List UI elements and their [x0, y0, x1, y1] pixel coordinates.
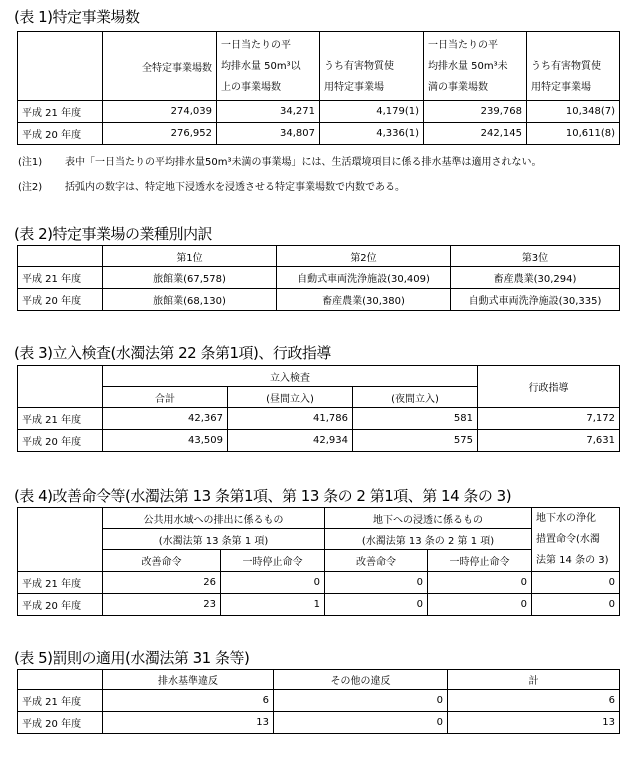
table4-title: (表 4)改善命令等(水濁法第 13 条第1項、第 13 条の 2 第1項、第 14 条の 3) [14, 487, 512, 505]
table2-title: (表 2)特定事業場の業種別内訳 [14, 225, 213, 243]
table3-header-blank [18, 366, 103, 408]
cell-value: 274,039 [103, 101, 217, 123]
cell-value: 13 [103, 712, 274, 734]
table2-header-rank3: 第3位 [451, 246, 620, 267]
table3-inspections [17, 365, 620, 452]
cell-value: 旅館業(67,578) [103, 267, 277, 289]
cell-value: 581 [353, 408, 478, 430]
cell-value: 4,179(1) [320, 101, 424, 123]
cell-value: 畜産農業(30,380) [277, 289, 451, 311]
table3-header-guidance: 行政指導 [478, 366, 620, 408]
table4-header-public-waters: 公共用水域への排出に係るもの [103, 508, 325, 529]
table5-header-blank [18, 670, 103, 690]
table5-penalties [17, 669, 620, 734]
cell-value: 6 [103, 690, 274, 712]
cell-value: 242,145 [424, 123, 527, 145]
table2-header-rank1: 第1位 [103, 246, 277, 267]
table5-header-other-violation: その他の違反 [274, 670, 448, 690]
cell-value: 0 [325, 572, 428, 594]
table5-title: (表 5)罰則の適用(水濁法第 31 条等) [14, 649, 250, 667]
cell-value: 0 [532, 594, 620, 616]
note-tag: (注2) [18, 182, 43, 193]
table3-title: (表 3)立入検査(水濁法第 22 条第1項)、行政指導 [14, 344, 331, 362]
cell-value: 0 [532, 572, 620, 594]
row-year-label: 平成 21 年度 [18, 408, 103, 430]
table2-header-blank [18, 246, 103, 267]
table4-header-blank [18, 508, 103, 572]
cell-value: 34,807 [217, 123, 320, 145]
table-row [18, 594, 620, 616]
table-row [18, 123, 620, 145]
cell-value: 575 [353, 430, 478, 452]
cell-value: 13 [448, 712, 620, 734]
table3-header-inspection: 立入検査 [103, 366, 478, 387]
table4-subheader-row [18, 550, 620, 572]
cell-value: 自動式車両洗浄施設(30,409) [277, 267, 451, 289]
cell-value: 239,768 [424, 101, 527, 123]
cell-value: 7,631 [478, 430, 620, 452]
table-row [18, 408, 620, 430]
table3-header-total: 合計 [103, 387, 228, 408]
table4-header-suspension-2: 一時停止命令 [428, 550, 532, 572]
cell-value: 0 [274, 712, 448, 734]
cell-value: 0 [221, 572, 325, 594]
cell-value: 自動式車両洗浄施設(30,335) [451, 289, 620, 311]
row-year-label: 平成 20 年度 [18, 289, 103, 311]
table1-header-lt50-harmful: うち有害物質使 用特定事業場 [527, 32, 620, 101]
note-tag: (注1) [18, 157, 43, 168]
table2-industry-breakdown [17, 245, 620, 311]
table4-header-suspension: 一時停止命令 [221, 550, 325, 572]
table4-header-groundwater-purification: 地下水の浄化 措置命令(水濁 法第 14 条の 3) [532, 508, 620, 572]
table2-header-rank2: 第2位 [277, 246, 451, 267]
cell-value: 0 [325, 594, 428, 616]
cell-value: 0 [428, 572, 532, 594]
table1-title: (表 1)特定事業場数 [14, 8, 140, 26]
table4-header-row-2 [18, 529, 620, 550]
table1-header-ge50: 一日当たりの平 均排水量 50m³以 上の事業場数 [217, 32, 320, 101]
table3-header-nighttime: (夜間立入) [353, 387, 478, 408]
row-year-label: 平成 20 年度 [18, 430, 103, 452]
cell-value: 10,611(8) [527, 123, 620, 145]
row-year-label: 平成 20 年度 [18, 594, 103, 616]
cell-value: 畜産農業(30,294) [451, 267, 620, 289]
table4-header-improvement: 改善命令 [103, 550, 221, 572]
cell-value: 23 [103, 594, 221, 616]
cell-value: 旅館業(68,130) [103, 289, 277, 311]
table1-header-all: 全特定事業場数 [103, 32, 217, 101]
table-row [18, 267, 620, 289]
cell-value: 26 [103, 572, 221, 594]
table-row [18, 430, 620, 452]
table5-header-row [18, 670, 620, 690]
cell-value: 7,172 [478, 408, 620, 430]
table2-header-row [18, 246, 620, 267]
table-row [18, 572, 620, 594]
table1-header-lt50: 一日当たりの平 均排水量 50m³未 満の事業場数 [424, 32, 527, 101]
row-year-label: 平成 21 年度 [18, 101, 103, 123]
cell-value: 42,367 [103, 408, 228, 430]
table-row [18, 289, 620, 311]
cell-value: 42,934 [228, 430, 353, 452]
cell-value: 0 [274, 690, 448, 712]
row-year-label: 平成 21 年度 [18, 267, 103, 289]
note-text: 表中「一日当たりの平均排水量50m³未満の事業場」には、生活環境項目に係る排水基準は適用されない。 [65, 157, 542, 168]
cell-value: 276,952 [103, 123, 217, 145]
table5-header-total: 計 [448, 670, 620, 690]
table4-header-underground-article: (水濁法第 13 条の 2 第 1 項) [325, 529, 532, 550]
table-row [18, 101, 620, 123]
table4-header-row [18, 508, 620, 529]
table3-header-row [18, 366, 620, 387]
table4-header-underground: 地下への浸透に係るもの [325, 508, 532, 529]
cell-value: 1 [221, 594, 325, 616]
table1-header-blank [18, 32, 103, 101]
row-year-label: 平成 21 年度 [18, 690, 103, 712]
table1-specific-facilities [17, 31, 620, 145]
table3-header-daytime: (昼間立入) [228, 387, 353, 408]
table4-header-improvement-2: 改善命令 [325, 550, 428, 572]
table1-note-2 [18, 178, 405, 193]
cell-value: 6 [448, 690, 620, 712]
cell-value: 43,509 [103, 430, 228, 452]
cell-value: 10,348(7) [527, 101, 620, 123]
table1-note-1 [18, 153, 541, 168]
table4-improvement-orders [17, 507, 620, 616]
row-year-label: 平成 21 年度 [18, 572, 103, 594]
cell-value: 41,786 [228, 408, 353, 430]
cell-value: 34,271 [217, 101, 320, 123]
table5-header-effluent-violation: 排水基準違反 [103, 670, 274, 690]
table1-header-ge50-harmful: うち有害物質使 用特定事業場 [320, 32, 424, 101]
row-year-label: 平成 20 年度 [18, 123, 103, 145]
note-text: 括弧内の数字は、特定地下浸透水を浸透させる特定事業場数で内数である。 [65, 182, 405, 193]
table-row [18, 712, 620, 734]
cell-value: 4,336(1) [320, 123, 424, 145]
cell-value: 0 [428, 594, 532, 616]
table-row [18, 690, 620, 712]
table1-header-row [18, 32, 620, 101]
row-year-label: 平成 20 年度 [18, 712, 103, 734]
table4-header-public-article: (水濁法第 13 条第 1 項) [103, 529, 325, 550]
